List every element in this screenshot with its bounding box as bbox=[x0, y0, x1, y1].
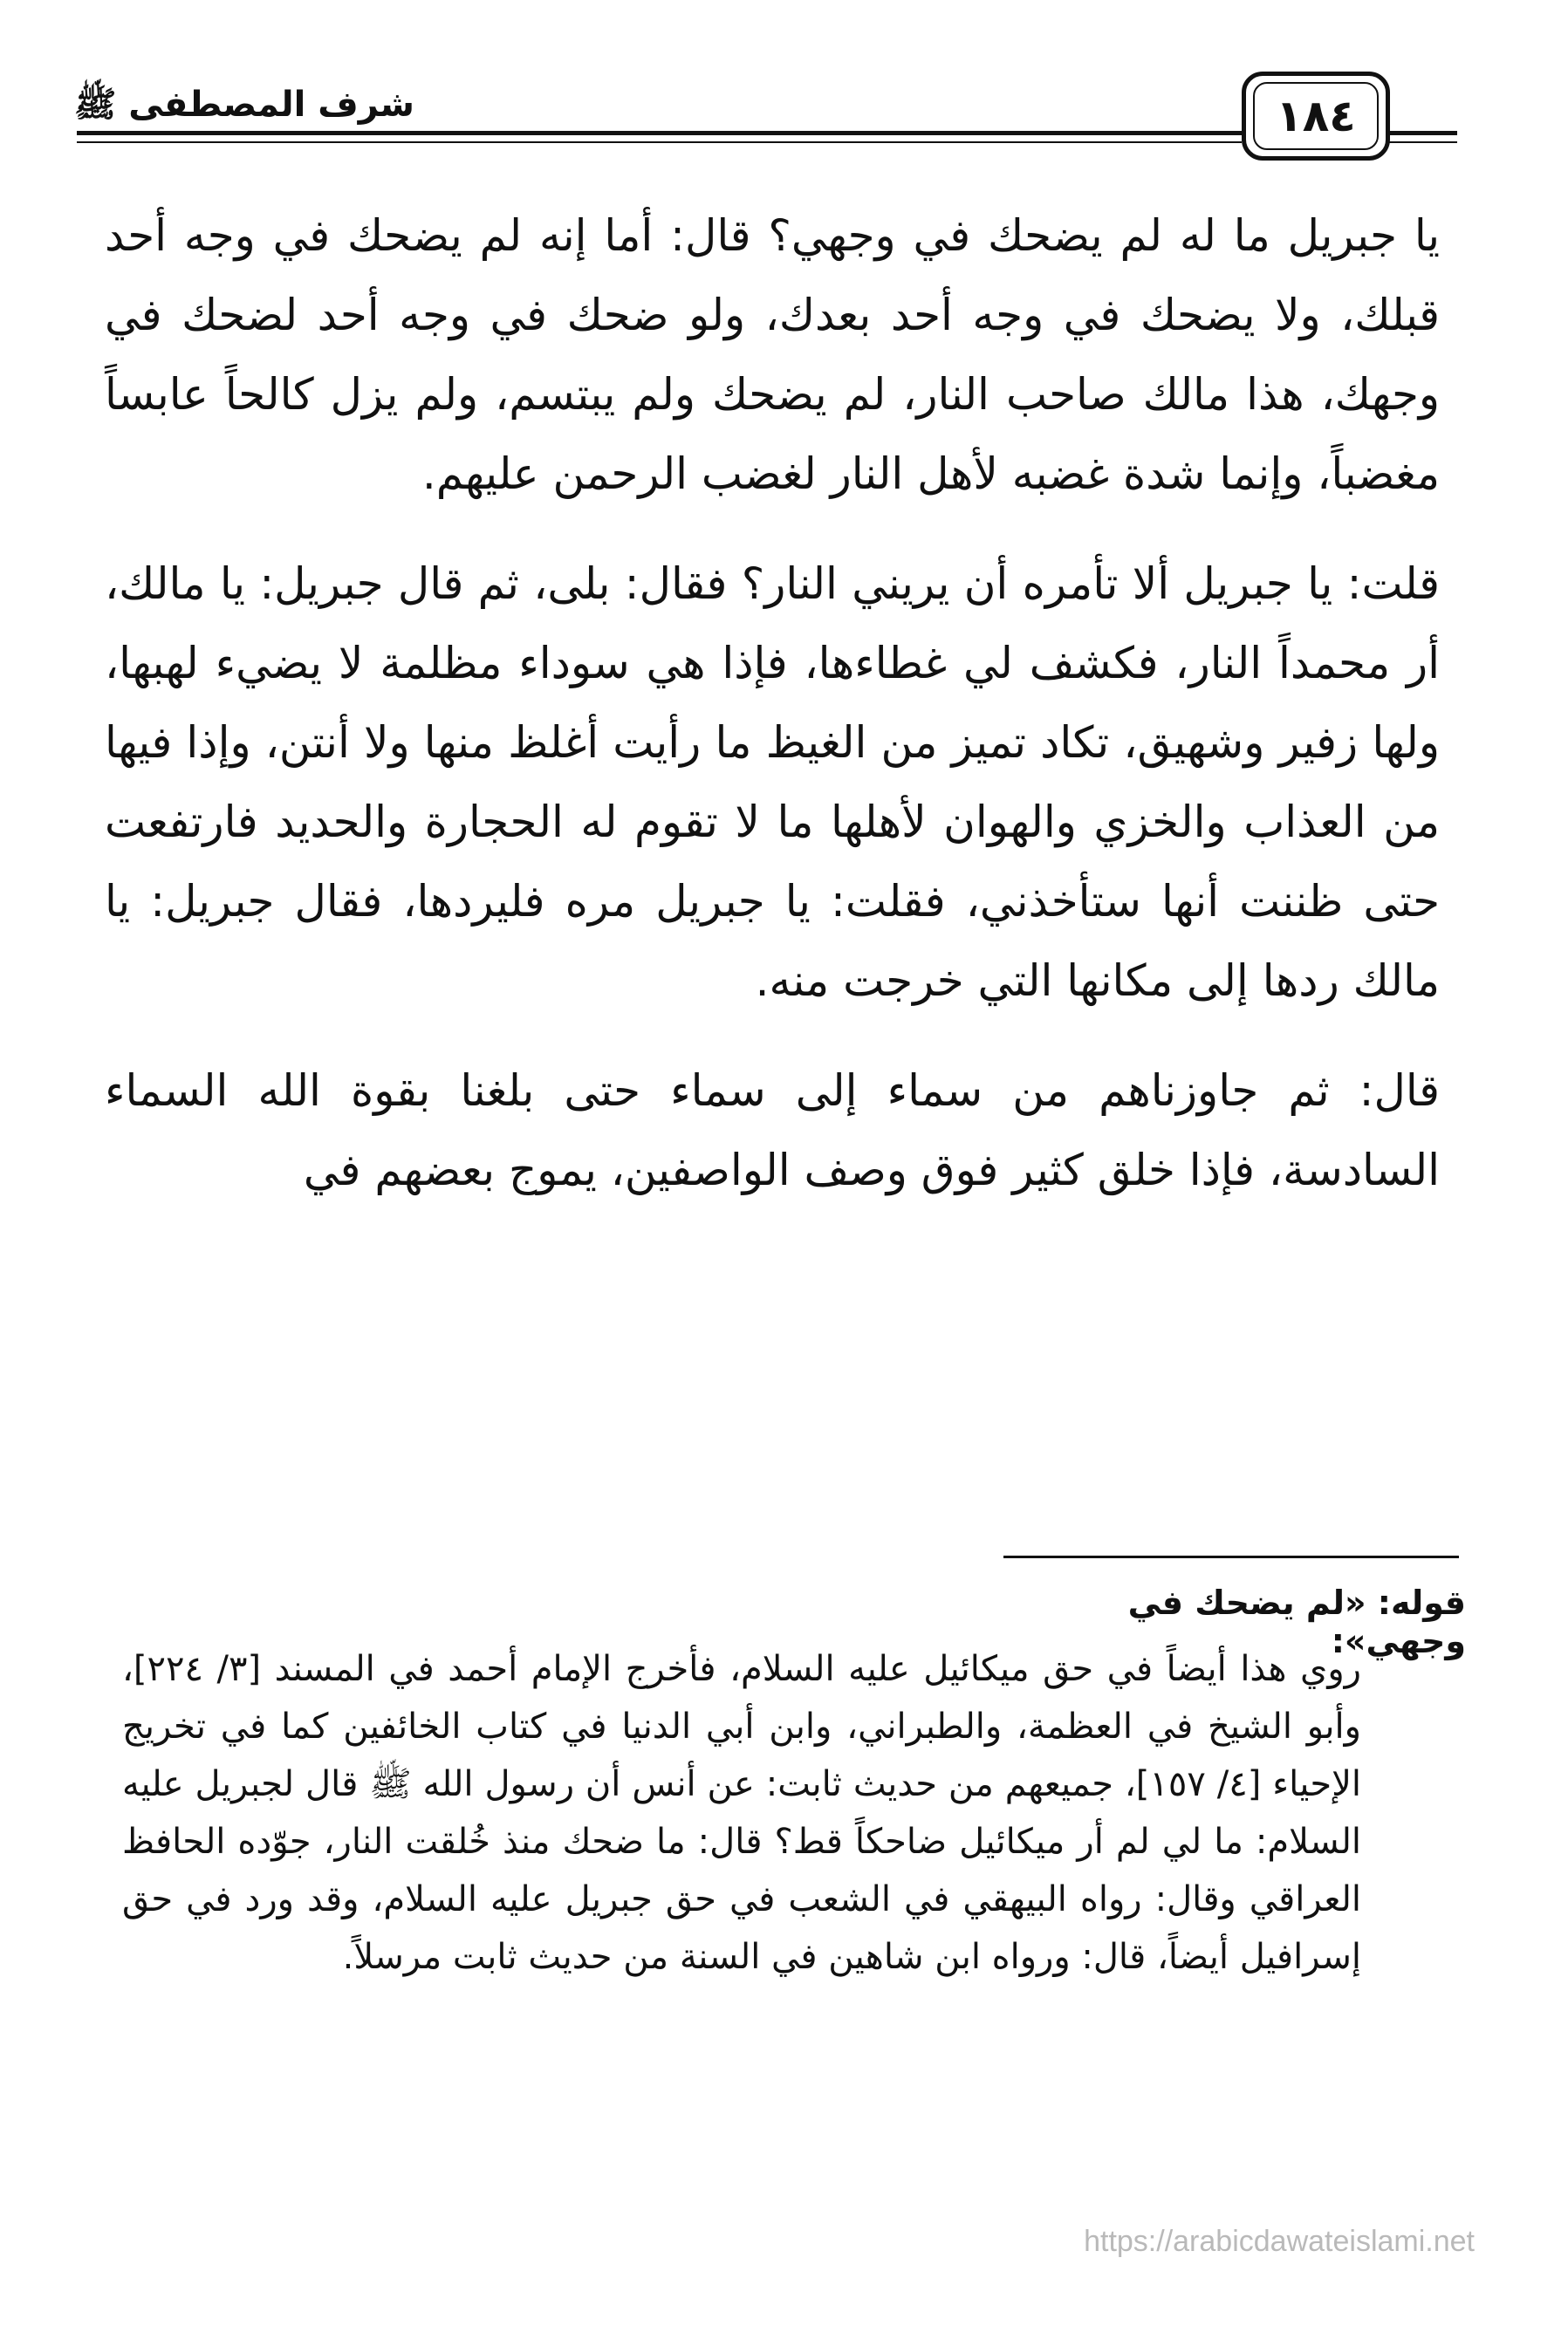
running-title: شرف المصطفى ﷺ bbox=[73, 85, 414, 125]
header-rule-right-thin bbox=[1387, 141, 1457, 143]
paragraph: يا جبريل ما له لم يضحك في وجهي؟ قال: أما إنه لم يضحك في وجه أحد قبلك، ولا يضحك في وجه أحد بعدك، ولو ضحك في وجه أحد لضحك في وجهك، هذا مالك صاحب النار، لم يضحك ولم يبتسم، ولم يزل كالحاً عابساً مغضباً، وإنما شدة غضبه لأهل النار لغضب الرحمن عليهم. bbox=[105, 210, 1440, 499]
page-number: ١٨٤ bbox=[1253, 82, 1379, 150]
footnote bbox=[122, 1640, 1361, 1986]
main-text bbox=[105, 196, 1440, 1210]
footnote-separator bbox=[1003, 1556, 1459, 1558]
footnote-text: روي هذا أيضاً في حق ميكائيل عليه السلام، فأخرج الإمام أحمد في المسند [٣/ ٢٢٤]، وأبو الشيخ في العظمة، والطبراني، وابن أبي الدنيا في كتاب الخائفين كما في تخريج الإحياء [٤/ ١٥٧]، جميعهم من حديث ثابت: عن أنس أن رسول الله ﷺ قال لجبريل عليه السلام: ما لي لم أر ميكائيل ضاحكاً قط؟ قال: ما ضحك منذ خُلقت النار، جوّده الحافظ العراقي وقال: رواه البيهقي في الشعب في حق جبريل عليه السلام، وقد ورد في حق إسرافيل أيضاً، قال: ورواه ابن شاهين في السنة من حديث ثابت مرسلاً. bbox=[122, 1649, 1361, 1977]
footnote-heading: قوله: «لم يضحك في وجهي»: bbox=[1127, 1584, 1466, 1660]
paragraph: قال: ثم جاوزناهم من سماء إلى سماء حتى بلغنا بقوة الله السماء السادسة، فإذا خلق كثير فوق وصف الواصفين، يموج بعضهم في bbox=[105, 1065, 1440, 1195]
header-rule-thick bbox=[77, 131, 1242, 135]
paragraph: قلت: يا جبريل ألا تأمره أن يريني النار؟ فقال: بلى، ثم قال جبريل: يا مالك، أر محمداً النار، فكشف لي غطاءها، فإذا هي سوداء مظلمة لا يضيء لهبها، ولها زفير وشهيق، تكاد تميز من الغيظ ما رأيت أغلظ منها ولا أنتن، وإذا فيها من العذاب والخزي والهوان لأهلها ما لا تقوم له الحجارة والحديد فارتفعت حتى ظننت أنها ستأخذني، فقلت: يا جبريل مره فليردها، فقال جبريل: يا مالك ردها إلى مكانها التي خرجت منه. bbox=[105, 558, 1440, 1006]
watermark-url: https://arabicdawateislami.net bbox=[1084, 2225, 1475, 2258]
header-rule-thin bbox=[77, 141, 1242, 143]
header-rule-right-thick bbox=[1387, 131, 1457, 135]
